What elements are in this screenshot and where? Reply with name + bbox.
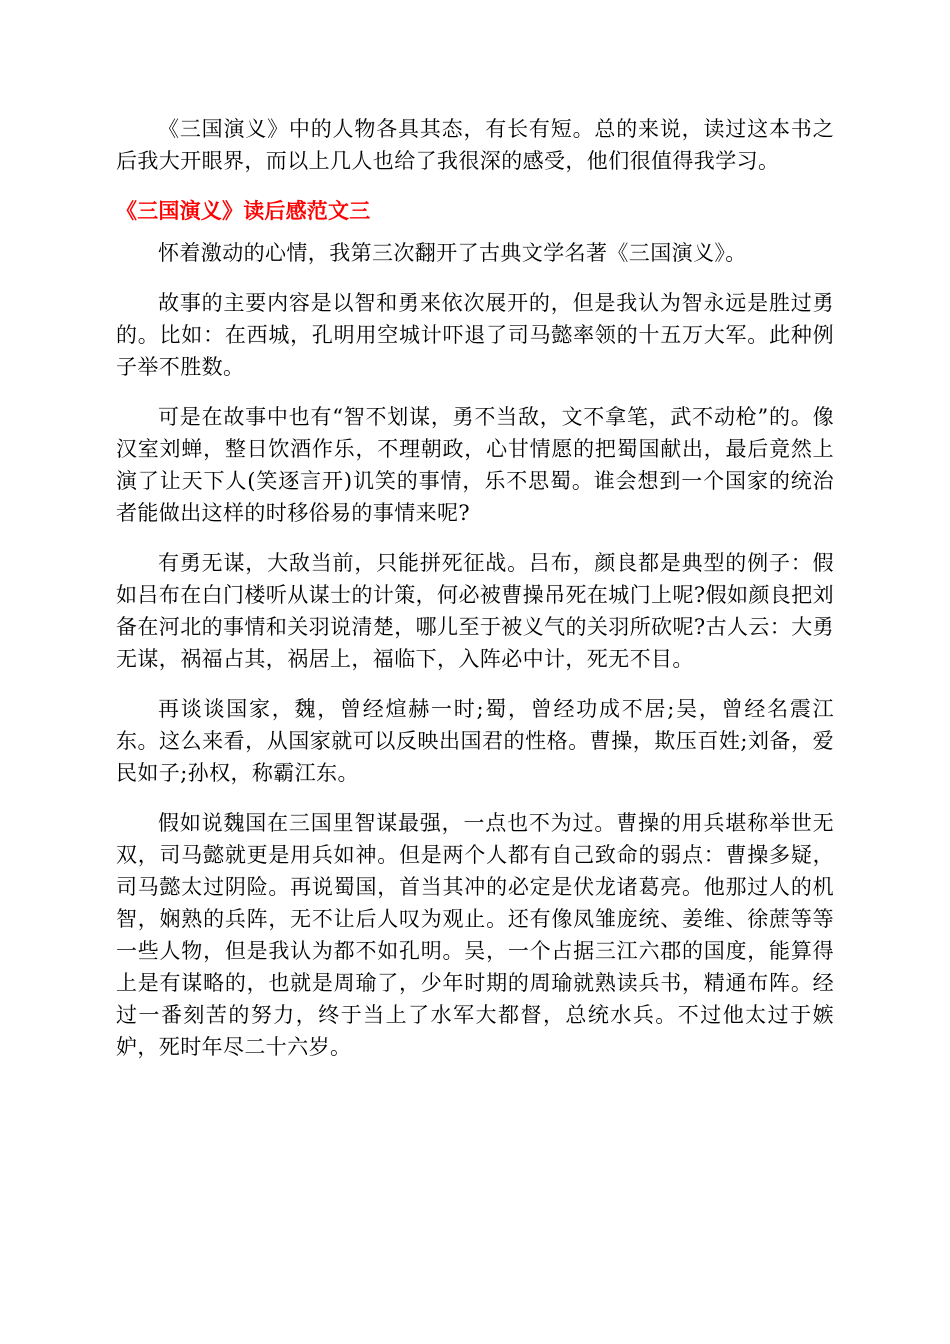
paragraph-gap <box>116 383 834 401</box>
paragraph-gap <box>116 529 834 547</box>
paragraph-6: 假如说魏国在三国里智谋最强，一点也不为过。曹操的用兵堪称举世无双，司马懿就更是用兵如神。但是两个人都有自己致命的弱点：曹操多疑，司马懿太过阴险。再说蜀国，首当其冲的必定是伏龙诸葛亮。他那过人的机智，娴熟的兵阵，无不让后人叹为观止。还有像凤雏庞统、姜维、徐蔗等等一些人物，但是我认为都不如孔明。吴，一个占据三江六郡的国度，能算得上是有谋略的，也就是周瑜了，少年时期的周瑜就熟读兵书，精通布阵。经过一番刻苦的努力，终于当上了水军大都督，总统水兵。不过他太过于嫉妒，死时年尽二十六岁。 <box>116 811 834 1059</box>
paragraph-3: 可是在故事中也有“智不划谋，勇不当敌，文不拿笔，武不动枪”的。像汉室刘蝉，整日饮酒作乐，不理朝政，心甘情愿的把蜀国献出，最后竟然上演了让天下人(笑逐言开)讥笑的事情，乐不思蜀。谁会想到一个国家的统治者能做出这样的时移俗易的事情来呢? <box>116 405 834 525</box>
paragraph-gap <box>116 269 834 287</box>
section-heading: 《三国演义》读后感范文三 <box>116 199 371 223</box>
paragraph-gap <box>116 675 834 693</box>
paragraph-gap <box>116 177 834 195</box>
document-body <box>116 113 834 1063</box>
paragraph-intro: 《三国演义》中的人物各具其态，有长有短。总的来说，读过这本书之后我大开眼界，而以上几人也给了我很深的感受，他们很值得我学习。 <box>116 117 834 173</box>
paragraph-1: 怀着激动的心情，我第三次翻开了古典文学名著《三国演义》。 <box>158 241 747 265</box>
paragraph-gap <box>116 789 834 807</box>
paragraph-gap <box>116 227 834 237</box>
paragraph-2: 故事的主要内容是以智和勇来依次展开的，但是我认为智永远是胜过勇的。比如：在西城，孔明用空城计吓退了司马懿率领的十五万大军。此种例子举不胜数。 <box>116 291 834 379</box>
paragraph-4: 有勇无谋，大敌当前，只能拼死征战。吕布，颜良都是典型的例子：假如吕布在白门楼听从谋士的计策，何必被曹操吊死在城门上呢?假如颜良把刘备在河北的事情和关羽说清楚，哪儿至于被义气的关羽所砍呢?古人云：大勇无谋，祸福占其，祸居上，福临下，入阵必中计，死无不目。 <box>116 551 834 671</box>
paragraph-5: 再谈谈国家，魏，曾经煊赫一时;蜀，曾经功成不居;吴，曾经名震江东。这么来看，从国家就可以反映出国君的性格。曹操，欺压百姓;刘备，爱民如子;孙权，称霸江东。 <box>116 697 834 785</box>
